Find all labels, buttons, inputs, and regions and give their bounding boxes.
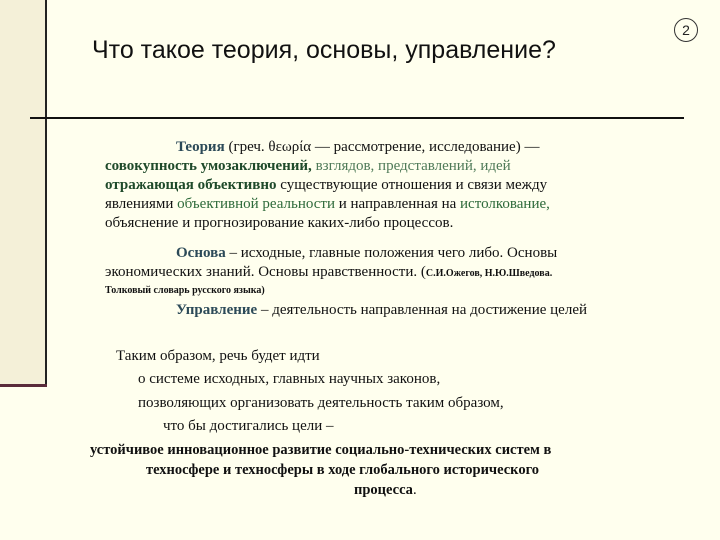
conclusion-line-1: Таким образом, речь будет идти <box>116 348 320 364</box>
conclusion-line-2: о системе исходных, главных научных законов, <box>138 371 441 387</box>
theory-line-4 <box>105 195 550 214</box>
theory-line-1 <box>176 138 539 157</box>
conclusion-line-5: устойчивое инновационное развитие социально-технических систем в <box>90 442 552 458</box>
slide-title: Что такое теория, основы, управление? <box>92 36 556 64</box>
theory-line-2 <box>105 157 511 176</box>
theory-bold-phrase-2: отражающая объективно <box>105 177 277 193</box>
basis-line-1-rest: – исходные, главные положения чего либо. Основы <box>225 245 558 261</box>
slide-number: 2 <box>682 22 690 38</box>
theory-line-3-rest: существующие отношения и связи между <box>276 177 548 193</box>
basis-line-2-text: экономических знаний. Основы нравственности. ( <box>105 264 426 280</box>
basis-citation-source: Толковый словарь русского языка) <box>105 285 265 296</box>
management-term: Управление <box>176 302 258 318</box>
theory-line-4-a: явлениями <box>105 196 178 212</box>
basis-citation-source-line <box>105 280 265 300</box>
basis-citation-authors: С.И.Ожегов, Н.Ю.Шведова. <box>425 268 553 279</box>
left-sidebar-band <box>0 0 47 385</box>
sidebar-accent-line <box>0 384 47 387</box>
conclusion-line-7 <box>354 481 417 500</box>
management-rest: – деятельность направленная на достижение целей <box>257 302 588 318</box>
basis-line-1 <box>176 244 557 263</box>
title-divider <box>30 117 684 119</box>
conclusion-line-7-text: процесса <box>354 482 413 498</box>
theory-line-4-b: и направленная на <box>335 196 461 212</box>
theory-line-2-rest: взглядов, представлений, идей <box>311 158 511 174</box>
conclusion-line-4: что бы достигались цели – <box>163 418 334 434</box>
theory-line-5: объяснение и прогнозирование каких-либо процессов. <box>105 215 454 231</box>
conclusion-line-6: техносфере и техносферы в ходе глобального исторического <box>146 462 540 478</box>
slide-number-badge <box>674 18 698 42</box>
theory-term: Теория <box>176 139 225 155</box>
conclusion-line-3: позволяющих организовать деятельность таким образом, <box>138 395 504 411</box>
theory-lead: (греч. θεωρία — рассмотрение, исследование) — <box>224 139 540 155</box>
theory-interpretation: истолкование, <box>460 196 550 212</box>
conclusion-line-7-end: . <box>412 482 417 498</box>
basis-term: Основа <box>176 245 226 261</box>
theory-line-3 <box>105 176 547 195</box>
theory-bold-phrase-1: совокупность умозаключений, <box>105 158 312 174</box>
theory-objective-reality: объективной реальности <box>177 196 335 212</box>
management-line <box>176 301 587 320</box>
